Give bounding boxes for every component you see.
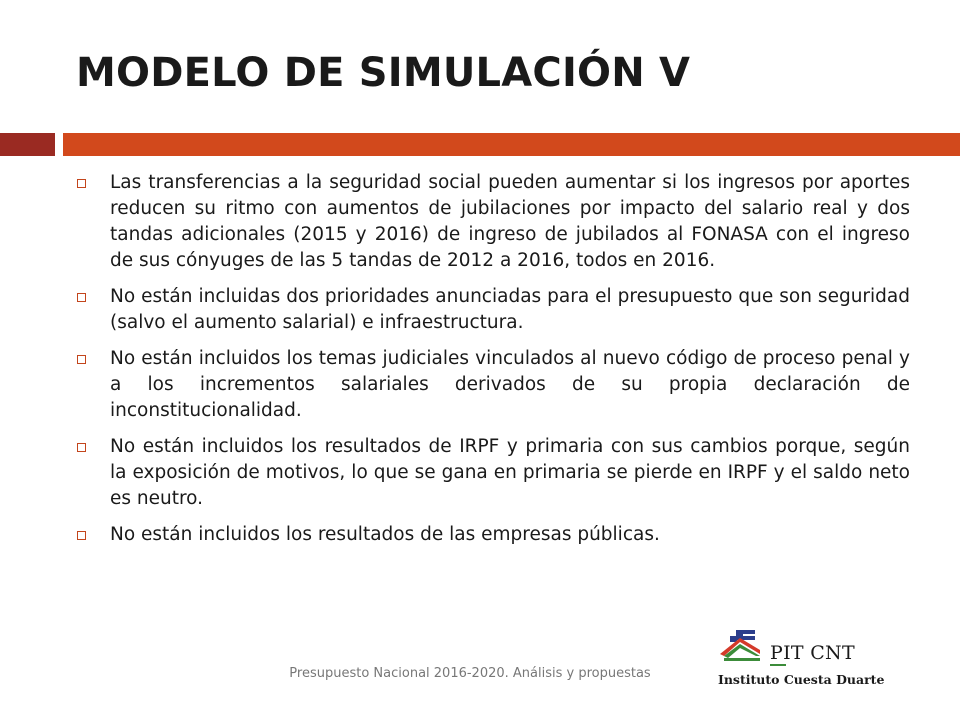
bullet-text: Las transferencias a la seguridad social pueden aumentar si los ingresos por aportes reducen su ritmo con aumentos de jubilaciones por impacto del salario real y dos tandas adicionales (2015 y 2016) de ingreso de jubilados al FONASA con el ingreso de sus cónyuges de las 5 tandas de 2012 a 2016, todos en 2016. bbox=[110, 172, 910, 271]
hollow-square-icon bbox=[77, 293, 86, 302]
hollow-square-icon bbox=[77, 443, 86, 452]
bullet-item bbox=[76, 522, 910, 548]
title-accent-bar bbox=[63, 133, 960, 156]
bullet-text: No están incluidas dos prioridades anunciadas para el presupuesto que son seguridad (salvo el aumento salarial) e infraestructura. bbox=[110, 286, 910, 333]
bullet-item bbox=[76, 170, 910, 274]
hollow-square-icon bbox=[77, 179, 86, 188]
bullet-list bbox=[76, 170, 910, 558]
hollow-square-icon bbox=[77, 355, 86, 364]
slide-title: MODELO DE SIMULACIÓN V bbox=[76, 50, 691, 96]
bullet-text: No están incluidos los temas judiciales vinculados al nuevo código de proceso penal y a los incrementos salariales derivados de su propia declaración de inconstitucionalidad. bbox=[110, 348, 910, 421]
footer-text: Presupuesto Nacional 2016-2020. Análisis y propuestas bbox=[289, 666, 651, 681]
bullet-item bbox=[76, 346, 910, 424]
pit-cnt-logo bbox=[714, 620, 885, 692]
bullet-text: No están incluidos los resultados de las empresas públicas. bbox=[110, 524, 660, 545]
logo-brand: PIT CNT bbox=[770, 642, 855, 664]
logo-subtitle: Instituto Cuesta Duarte bbox=[718, 672, 885, 687]
bullet-item bbox=[76, 284, 910, 336]
hollow-square-icon bbox=[77, 531, 86, 540]
title-accent-bar-dark bbox=[0, 133, 55, 156]
bullet-text: No están incluidos los resultados de IRPF y primaria con sus cambios porque, según la exposición de motivos, lo que se gana en primaria se pierde en IRPF y el saldo neto es neutro. bbox=[110, 436, 910, 509]
bullet-item bbox=[76, 434, 910, 512]
